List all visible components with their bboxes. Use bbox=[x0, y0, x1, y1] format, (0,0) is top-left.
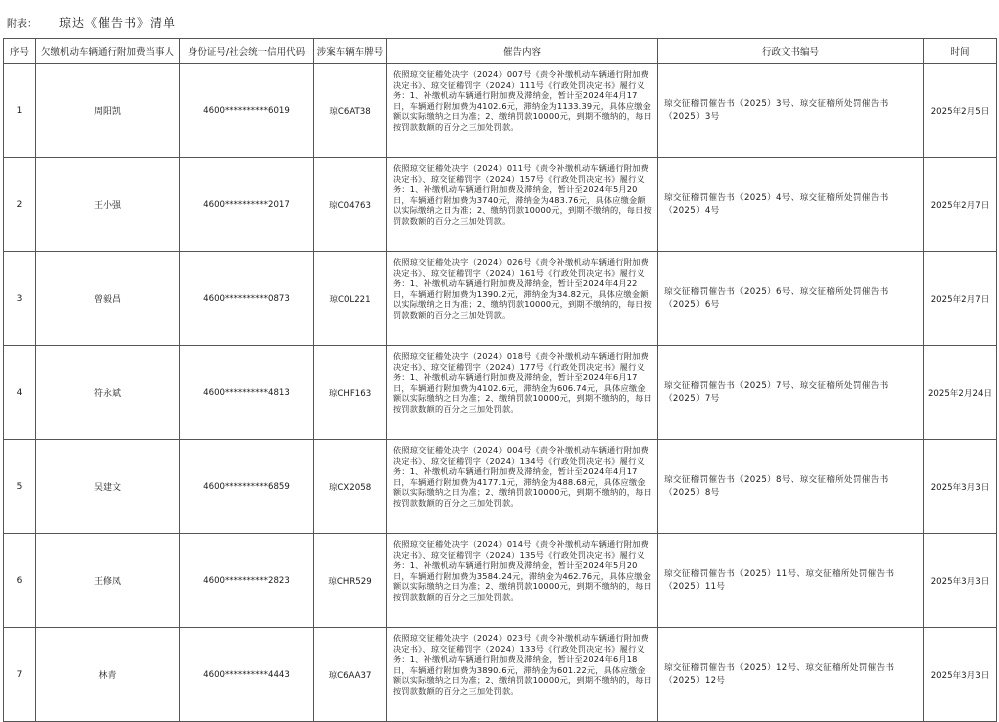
document-number: 琼交征稽罚催告书（2025）8号、琼交征稽所处罚催告书（2025）8号 bbox=[658, 440, 924, 534]
page-title: 琼达《催告书》清单 bbox=[59, 15, 177, 30]
column-header-doc-no: 行政文书编号 bbox=[658, 39, 924, 64]
party-name: 符永斌 bbox=[36, 346, 180, 440]
plate-number: 琼CX2058 bbox=[314, 440, 387, 534]
id-code: 4600**********6859 bbox=[180, 440, 314, 534]
row-number: 3 bbox=[4, 252, 36, 346]
id-code: 4600**********2017 bbox=[180, 158, 314, 252]
notice-content: 依照琼交征稽处决字（2024）026号《责令补缴机动车辆通行附加费决定书》、琼交征稽罚字（2024）161号《行政处罚决定书》履行义务：1、补缴机动车辆通行附加费及滞纳金，暂计至2024年4月22日，车辆通行附加费为1390.2元，滞纳金为34.82元，具体应缴金额以实际缴纳之日为准；2、缴纳罚款10000元，到期不缴纳的，每日按罚款数额的百分之三加处罚款。 bbox=[387, 252, 658, 346]
notice-content: 依照琼交征稽处决字（2024）011号《责令补缴机动车辆通行附加费决定书》、琼交征稽罚字（2024）157号《行政处罚决定书》履行义务：1、补缴机动车辆通行附加费及滞纳金，暂计至2024年5月20日，车辆通行附加费为3740元，滞纳金为483.76元，具体应缴金额以实际缴纳之日为准；2、缴纳罚款10000元，到期不缴纳的，每日按罚款数额的百分之三加处罚款。 bbox=[387, 158, 658, 252]
annex-label: 附表： bbox=[7, 18, 37, 30]
table-row bbox=[4, 628, 997, 722]
document-number: 琼交征稽罚催告书（2025）11号、琼交征稽所处罚催告书（2025）11号 bbox=[658, 534, 924, 628]
id-code: 4600**********4813 bbox=[180, 346, 314, 440]
column-header-date: 时间 bbox=[924, 39, 997, 64]
table-header-row bbox=[4, 39, 997, 64]
document-number: 琼交征稽罚催告书（2025）3号、琼交征稽所处罚催告书（2025）3号 bbox=[658, 64, 924, 158]
plate-number: 琼C0L221 bbox=[314, 252, 387, 346]
id-code: 4600**********0873 bbox=[180, 252, 314, 346]
row-number: 6 bbox=[4, 534, 36, 628]
table-row bbox=[4, 158, 997, 252]
row-number: 7 bbox=[4, 628, 36, 722]
column-header-plate: 涉案车辆车牌号 bbox=[314, 39, 387, 64]
plate-number: 琼C6AT38 bbox=[314, 64, 387, 158]
notice-date: 2025年2月24日 bbox=[924, 346, 997, 440]
plate-number: 琼C04763 bbox=[314, 158, 387, 252]
id-code: 4600**********2823 bbox=[180, 534, 314, 628]
row-number: 5 bbox=[4, 440, 36, 534]
row-number: 4 bbox=[4, 346, 36, 440]
notice-date: 2025年3月3日 bbox=[924, 440, 997, 534]
notice-date: 2025年2月7日 bbox=[924, 252, 997, 346]
notice-content: 依照琼交征稽处决字（2024）007号《责令补缴机动车辆通行附加费决定书》、琼交征稽罚字（2024）111号《行政处罚决定书》履行义务：1、补缴机动车辆通行附加费及滞纳金，暂计至2024年4月17日，车辆通行附加费为4102.6元，滞纳金为1133.39元，具体应缴金额以实际缴纳之日为准；2、缴纳罚款10000元，到期不缴纳的，每日按罚款数额的百分之三加处罚款。 bbox=[387, 64, 658, 158]
column-header-id-code: 身份证号/社会统一信用代码 bbox=[180, 39, 314, 64]
column-header-content: 催告内容 bbox=[387, 39, 658, 64]
party-name: 曾毅昌 bbox=[36, 252, 180, 346]
table-row bbox=[4, 534, 997, 628]
party-name: 王小强 bbox=[36, 158, 180, 252]
table-row bbox=[4, 346, 997, 440]
notice-content: 依照琼交征稽处决字（2024）014号《责令补缴机动车辆通行附加费决定书》、琼交征稽罚字（2024）135号《行政处罚决定书》履行义务：1、补缴机动车辆通行附加费及滞纳金，暂计至2024年5月20日，车辆通行附加费为3584.24元，滞纳金为462.76元，具体应缴金额以实际缴纳之日为准；2、缴纳罚款10000元，到期不缴纳的，每日按罚款数额的百分之三加处罚款。 bbox=[387, 534, 658, 628]
row-number: 1 bbox=[4, 64, 36, 158]
document-number: 琼交征稽罚催告书（2025）6号、琼交征稽所处罚催告书（2025）6号 bbox=[658, 252, 924, 346]
document-number: 琼交征稽罚催告书（2025）12号、琼交征稽所处罚催告书（2025）12号 bbox=[658, 628, 924, 722]
notice-date: 2025年2月7日 bbox=[924, 158, 997, 252]
table-row bbox=[4, 440, 997, 534]
plate-number: 琼C6AA37 bbox=[314, 628, 387, 722]
row-number: 2 bbox=[4, 158, 36, 252]
table-row bbox=[4, 64, 997, 158]
notice-date: 2025年3月3日 bbox=[924, 534, 997, 628]
plate-number: 琼CHF163 bbox=[314, 346, 387, 440]
id-code: 4600**********4443 bbox=[180, 628, 314, 722]
document-number: 琼交征稽罚催告书（2025）4号、琼交征稽所处罚催告书（2025）4号 bbox=[658, 158, 924, 252]
document-number: 琼交征稽罚催告书（2025）7号、琼交征稽所处罚催告书（2025）7号 bbox=[658, 346, 924, 440]
notice-list-table bbox=[3, 38, 997, 722]
id-code: 4600**********6019 bbox=[180, 64, 314, 158]
party-name: 周阳凯 bbox=[36, 64, 180, 158]
notice-content: 依照琼交征稽处决字（2024）018号《责令补缴机动车辆通行附加费决定书》、琼交征稽罚字（2024）177号《行政处罚决定书》履行义务：1、补缴机动车辆通行附加费及滞纳金，暂计至2024年6月17日，车辆通行附加费为4102.6元，滞纳金为606.74元，具体应缴金额以实际缴纳之日为准；2、缴纳罚款10000元，到期不缴纳的，每日按罚款数额的百分之三加处罚款。 bbox=[387, 346, 658, 440]
notice-date: 2025年3月3日 bbox=[924, 628, 997, 722]
notice-content: 依照琼交征稽处决字（2024）023号《责令补缴机动车辆通行附加费决定书》、琼交征稽罚字（2024）133号《行政处罚决定书》履行义务：1、补缴机动车辆通行附加费及滞纳金，暂计至2024年6月18日，车辆通行附加费为3890.6元，滞纳金为601.22元，具体应缴金额以实际缴纳之日为准；2、缴纳罚款10000元，到期不缴纳的，每日按罚款数额的百分之三加处罚款。 bbox=[387, 628, 658, 722]
plate-number: 琼CHR529 bbox=[314, 534, 387, 628]
table-row bbox=[4, 252, 997, 346]
page-header bbox=[7, 12, 176, 32]
column-header-no: 序号 bbox=[4, 39, 36, 64]
notice-content: 依照琼交征稽处决字（2024）004号《责令补缴机动车辆通行附加费决定书》、琼交征稽罚字（2024）134号《行政处罚决定书》履行义务：1、补缴机动车辆通行附加费及滞纳金，暂计至2024年4月17日，车辆通行附加费为4177.1元，滞纳金为488.68元，具体应缴金额以实际缴纳之日为准；2、缴纳罚款10000元，到期不缴纳的，每日按罚款数额的百分之三加处罚款。 bbox=[387, 440, 658, 534]
party-name: 王修凤 bbox=[36, 534, 180, 628]
party-name: 林青 bbox=[36, 628, 180, 722]
notice-date: 2025年2月5日 bbox=[924, 64, 997, 158]
party-name: 吴建文 bbox=[36, 440, 180, 534]
column-header-party: 欠缴机动车辆通行附加费当事人 bbox=[36, 39, 180, 64]
